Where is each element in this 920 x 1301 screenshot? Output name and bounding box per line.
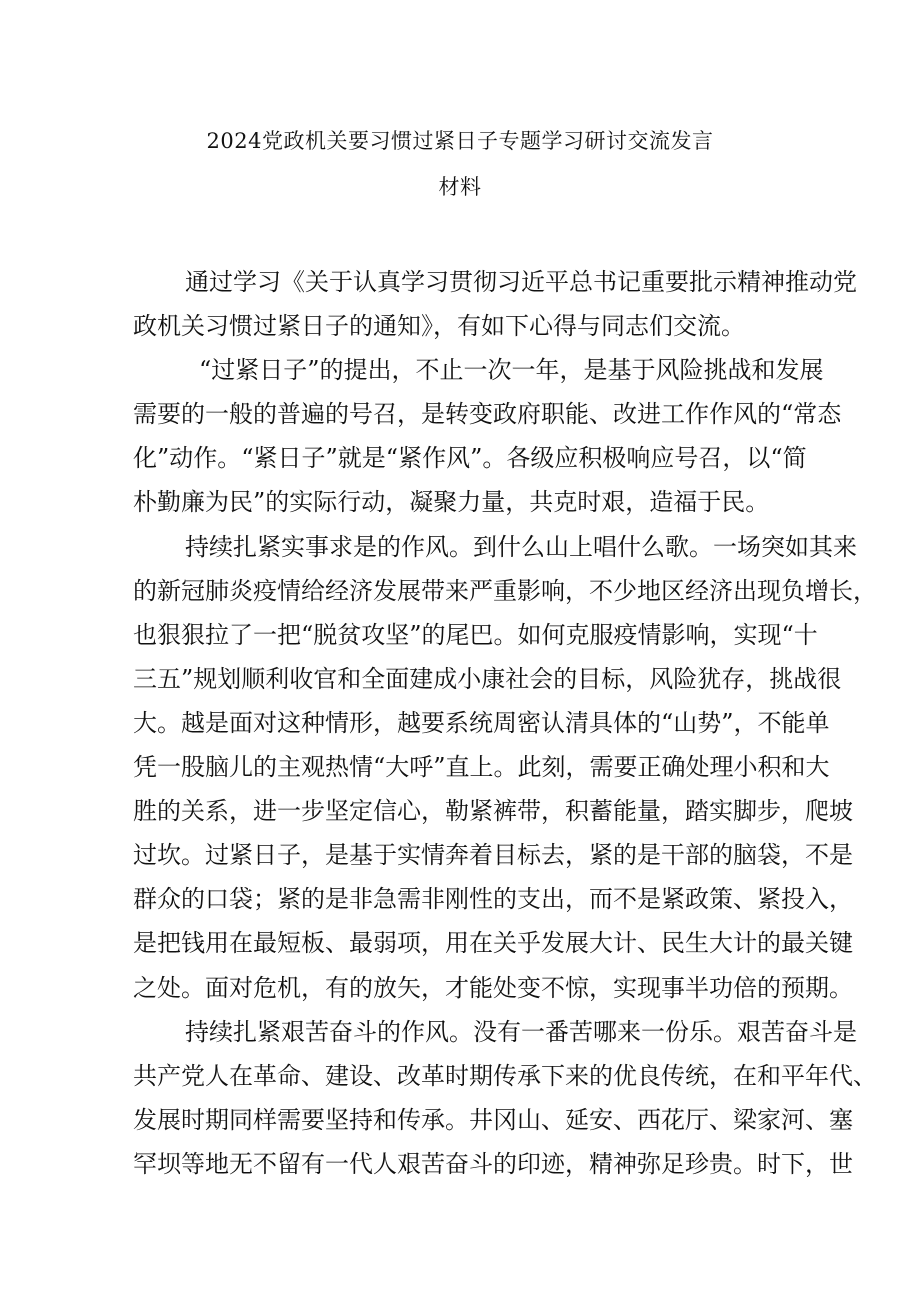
body-line: 三五”规划顺利收官和全面建成小康社会的目标，风险犹存，挑战很 xyxy=(133,664,842,693)
document-title: 2024党政机关要习惯过紧日子专题学习研讨交流发言 xyxy=(206,129,714,153)
body-line: 政机关习惯过紧日子的通知》，有如下心得与同志们交流。 xyxy=(133,312,745,341)
body-line: 化”动作。“紧日子”就是“紧作风”。各级应积极响应号召，以“简 xyxy=(133,444,807,473)
body-line: 胜的关系，进一步坚定信心，勒紧裤带，积蓄能量，踏实脚步，爬坡 xyxy=(133,797,853,826)
body-line: 也狠狠拉了一把“脱贫攻坚”的尾巴。如何克服疫情影响，实现“十 xyxy=(133,620,818,649)
body-line: “过紧日子”的提出，不止一次一年，是基于风险挑战和发展 xyxy=(199,356,824,385)
document-title-continued: 材料 xyxy=(438,175,482,199)
body-line: 群众的口袋；紧的是非急需非刚性的支出，而不是紧政策、紧投入， xyxy=(133,885,853,914)
body-line: 需要的一般的普遍的号召，是转变政府职能、改进工作作风的“常态 xyxy=(133,400,842,429)
body-line: 大。越是面对这种情形，越要系统周密认清具体的“山势”，不能单 xyxy=(133,708,830,737)
body-line: 持续扎紧实事求是的作风。到什么山上唱什么歌。一场突如其来 xyxy=(185,532,857,561)
body-line: 过坎。过紧日子，是基于实情奔着目标去，紧的是干部的脑袋，不是 xyxy=(133,841,853,870)
body-line: 的新冠肺炎疫情给经济发展带来严重影响，不少地区经济出现负增长， xyxy=(133,576,877,605)
document-body xyxy=(133,260,877,1186)
body-line: 持续扎紧艰苦奋斗的作风。没有一番苦哪来一份乐。艰苦奋斗是 xyxy=(185,1017,857,1046)
body-line: 是把钱用在最短板、最弱项，用在关乎发展大计、民生大计的最关键 xyxy=(133,929,853,958)
body-line: 共产党人在革命、建设、改革时期传承下来的优良传统，在和平年代、 xyxy=(133,1061,877,1090)
body-line: 之处。面对危机，有的放矢，才能处变不惊，实现事半功倍的预期。 xyxy=(133,973,853,1002)
body-line: 朴勤廉为民”的实际行动，凝聚力量，共克时艰，造福于民。 xyxy=(133,488,770,517)
body-line: 通过学习《关于认真学习贯彻习近平总书记重要批示精神推动党 xyxy=(185,268,857,296)
body-line: 发展时期同样需要坚持和传承。井冈山、延安、西花厅、梁家河、塞 xyxy=(133,1105,853,1134)
body-line: 凭一股脑儿的主观热情“大呼”直上。此刻，需要正确处理小积和大 xyxy=(133,753,830,782)
body-line: 罕坝等地无不留有一代人艰苦奋斗的印迹，精神弥足珍贵。时下，世 xyxy=(133,1149,853,1178)
